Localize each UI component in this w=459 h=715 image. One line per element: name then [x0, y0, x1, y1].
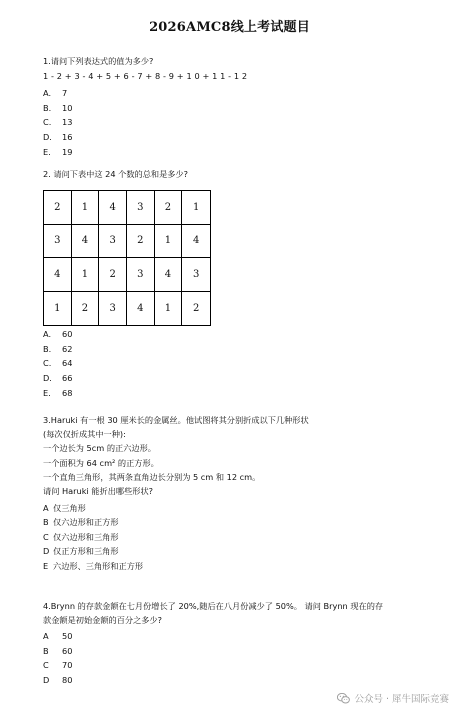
number-table — [43, 190, 211, 326]
option-letter: B — [43, 517, 49, 528]
option-letter: A — [43, 502, 49, 513]
table-cell: 2 — [72, 292, 100, 326]
question-3-line: 请问 Haruki 能折出哪些形状? — [43, 486, 153, 497]
option-c — [43, 115, 438, 130]
option-b — [43, 342, 438, 357]
table-cell: 1 — [72, 258, 100, 292]
table-cell: 1 — [155, 292, 183, 326]
option-letter: C. — [43, 117, 52, 128]
question-2-prompt: 2. 请问下表中这 24 个数的总和是多少? — [43, 169, 189, 179]
option-d — [43, 371, 438, 386]
table-cell: 2 — [155, 191, 183, 225]
table-cell: 2 — [192, 302, 200, 314]
option-text: 仅三角形 — [53, 502, 86, 513]
option-text: 仅正方形和三角形 — [53, 546, 119, 557]
option-text: 7 — [62, 88, 68, 99]
option-a — [43, 629, 438, 644]
option-text: 62 — [62, 343, 73, 354]
question-1-options — [43, 86, 438, 159]
question-2 — [43, 168, 438, 180]
table-cell: 3 — [44, 225, 72, 259]
option-text: 60 — [62, 645, 73, 656]
option-c — [43, 658, 438, 673]
question-4 — [43, 599, 438, 687]
table-cell: 3 — [99, 225, 127, 259]
option-letter: A. — [43, 88, 52, 99]
option-text: 50 — [62, 631, 73, 642]
table-cell: 4 — [99, 191, 127, 225]
option-text: 19 — [62, 146, 73, 157]
option-text: 六边形、三角形和正方形 — [53, 560, 144, 571]
option-d — [43, 544, 438, 559]
option-text: 68 — [62, 387, 73, 398]
table-cell: 3 — [99, 292, 127, 326]
table-cell: 1 — [182, 191, 210, 225]
option-c — [43, 529, 438, 544]
table-cell: 2 — [44, 191, 72, 225]
option-letter: D. — [43, 132, 52, 143]
option-text: 仅六边形和正方形 — [53, 517, 119, 528]
option-a — [43, 86, 438, 101]
table-cell: 4 — [72, 225, 100, 259]
option-letter: C. — [43, 358, 52, 369]
option-b — [43, 644, 438, 659]
question-3 — [43, 413, 438, 573]
wechat-icon — [337, 693, 350, 704]
option-text: 66 — [62, 373, 73, 384]
question-3-line: 一个面积为 64 cm² 的正方形。 — [43, 457, 159, 468]
option-text: 仅六边形和三角形 — [53, 531, 119, 542]
table-cell: 4 — [127, 292, 155, 326]
option-text: 10 — [62, 102, 73, 113]
option-letter: D. — [43, 373, 52, 384]
table-cell: 4 — [155, 258, 183, 292]
option-text: 60 — [62, 329, 73, 340]
question-2-options — [43, 327, 438, 400]
option-letter: C — [43, 660, 49, 671]
option-letter: A. — [43, 329, 52, 340]
question-1-expression: 1 - 2 + 3 - 4 + 5 + 6 - 7 + 8 - 9 + 1 0 + 1 1 - 1 2 — [43, 71, 248, 81]
watermark-text: 公众号 · 犀牛国际竞赛 — [354, 694, 449, 705]
option-letter: D — [43, 675, 50, 686]
option-letter: E — [43, 560, 49, 571]
option-b — [43, 101, 438, 116]
question-4-options — [43, 629, 438, 687]
table-cell: 4 — [44, 258, 72, 292]
watermark — [337, 691, 449, 705]
table-cell: 1 — [44, 292, 72, 326]
option-letter: B. — [43, 343, 52, 354]
option-text: 64 — [62, 358, 73, 369]
option-d — [43, 673, 438, 688]
option-e — [43, 385, 438, 400]
question-3-line: (每次仅折成其中一种): — [43, 429, 126, 440]
question-3-line: 一个直角三角形，其两条直角边长分别为 5 cm 和 12 cm。 — [43, 471, 261, 482]
question-4-line: 4.Brynn 的存款金额在七月份增长了 20%,随后在八月份减少了 50%。 请问 Brynn 现在的存 — [43, 601, 384, 611]
option-e — [43, 144, 438, 159]
option-a — [43, 327, 438, 342]
question-3-line: 3.Haruki 有一根 30 厘米长的金属丝。他试图将其分别折成以下几种形状 — [43, 415, 309, 425]
table-cell: 2 — [99, 258, 127, 292]
option-letter: A — [43, 631, 49, 642]
option-e — [43, 559, 438, 574]
option-letter: E. — [43, 387, 51, 398]
table-cell: 3 — [127, 191, 155, 225]
question-1 — [43, 55, 438, 159]
question-1-prompt: 1.请问下列表达式的值为多少? — [43, 56, 154, 66]
option-text: 70 — [62, 660, 73, 671]
table-cell: 3 — [182, 258, 210, 292]
option-letter: B — [43, 645, 49, 656]
question-3-line: 一个边长为 5cm 的正六边形。 — [43, 443, 156, 454]
table-cell: 3 — [127, 258, 155, 292]
option-letter: E. — [43, 146, 51, 157]
table-cell: 1 — [72, 191, 100, 225]
table-cell: 1 — [155, 225, 183, 259]
option-text: 16 — [62, 132, 73, 143]
option-letter: D — [43, 546, 50, 557]
question-3-options — [43, 500, 438, 573]
option-text: 13 — [62, 117, 73, 128]
document-title: 2026AMC8线上考试题目 — [149, 20, 310, 35]
option-d — [43, 130, 438, 145]
option-text: 80 — [62, 675, 73, 686]
table-cell: 2 — [127, 225, 155, 259]
option-letter: B. — [43, 102, 52, 113]
option-a — [43, 500, 438, 515]
question-4-line: 款金额是初始金额的百分之多少? — [43, 615, 162, 625]
option-c — [43, 356, 438, 371]
option-letter: C — [43, 531, 49, 542]
table-cell: 4 — [182, 225, 210, 259]
option-b — [43, 515, 438, 530]
